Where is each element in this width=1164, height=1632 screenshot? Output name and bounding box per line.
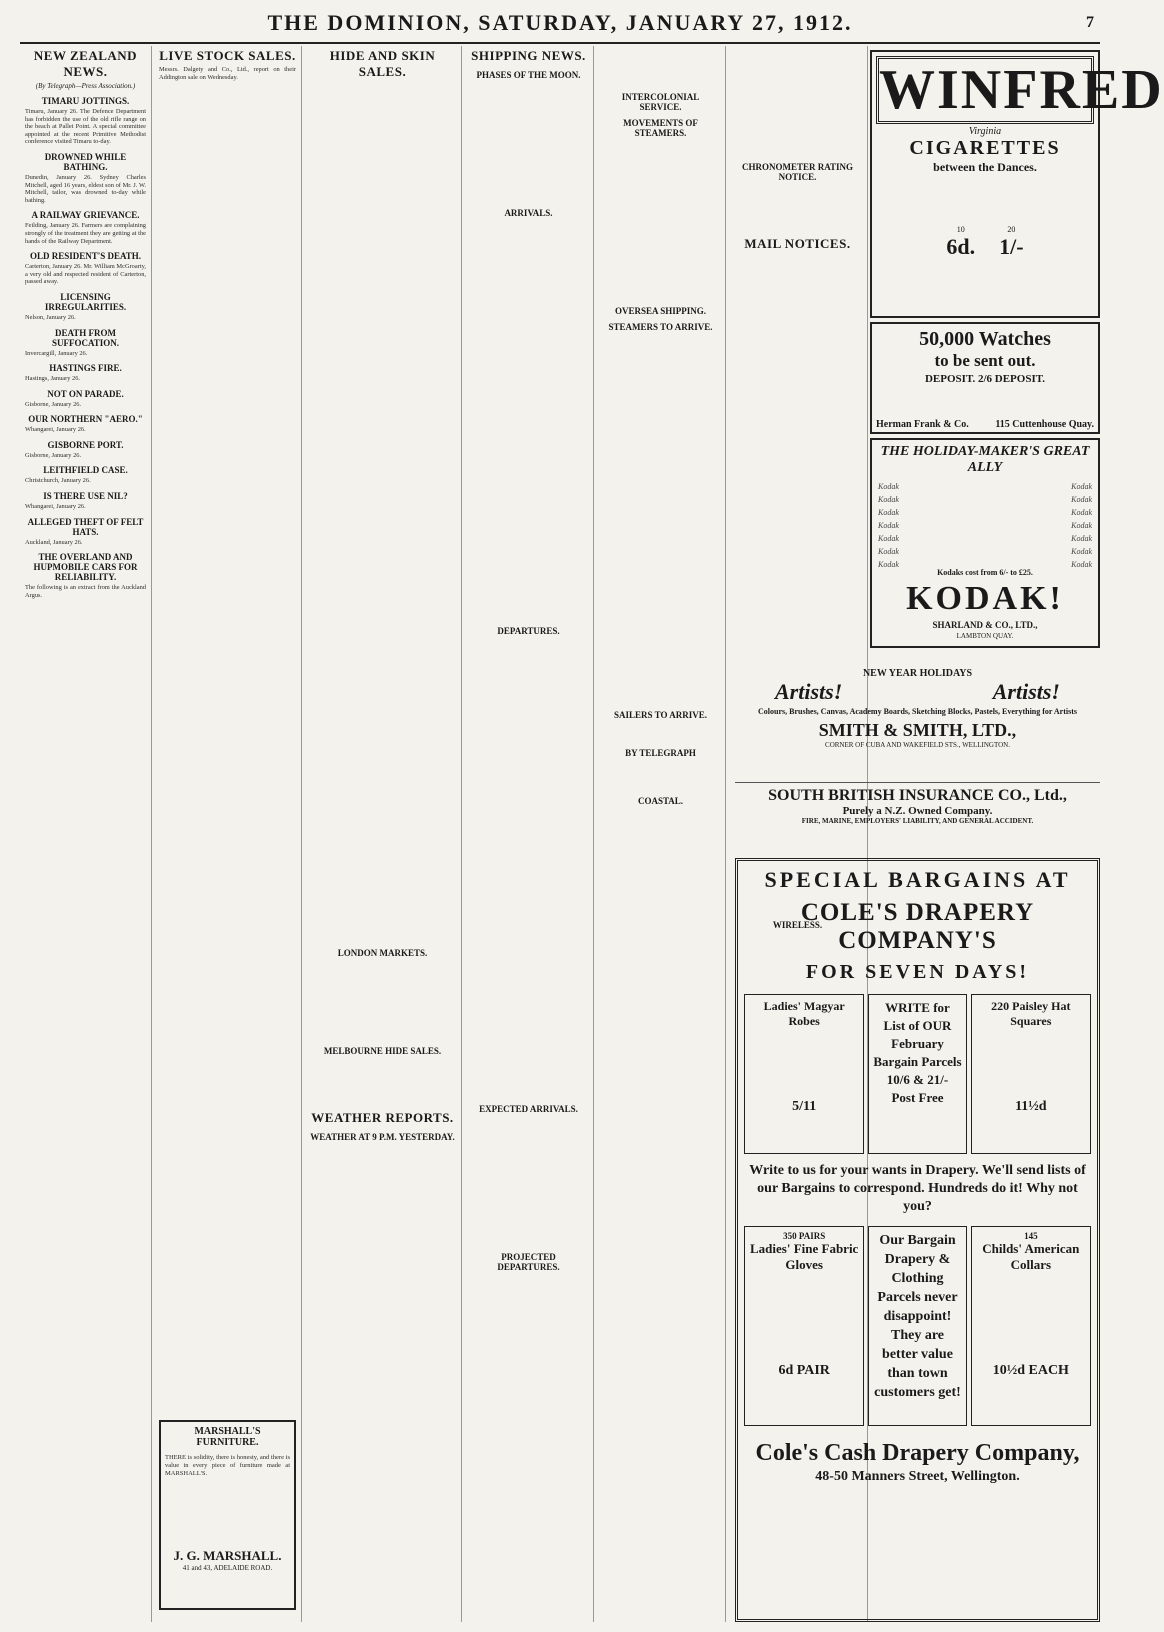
smith-artists-right: Artists! [992, 679, 1060, 704]
subsection-heading: LONDON MARKETS. [337, 948, 428, 958]
coles-banner-2: COLE'S DRAPERY COMPANY'S [800, 899, 1035, 954]
paisley-title: 220 Paisley Hat Squares [991, 999, 1071, 1028]
subsection-heading: PROJECTED DEPARTURES. [497, 1252, 560, 1272]
article-body: Feilding, January 26. Farmers are complaining strongly of the treatment they are getting at the hands of the Railway Department. [25, 222, 146, 245]
article-body: Christchurch, January 26. [25, 477, 91, 485]
article-heading: LICENSING IRREGULARITIES. [44, 291, 127, 312]
article-body: Carterton, January 26. Mr. William McGroarty, a very old and respected resident of Carterton, passed away. [25, 263, 146, 286]
article-body: Hastings, January 26. [25, 375, 81, 383]
gloves-box [744, 1226, 864, 1426]
winfred-cigarettes-ad [870, 50, 1164, 318]
article-body: Gisborne, January 26. [25, 400, 82, 408]
kodak-side-label: Kodak [878, 482, 899, 491]
right-ad-column [870, 46, 1164, 666]
insurance-ad [735, 782, 1100, 853]
watches-address: 115 Cuttenhouse Quay. [995, 419, 1094, 430]
column-new-zealand-news [20, 46, 152, 1622]
section-heading: SHIPPING NEWS. [471, 48, 586, 63]
article-body: Auckland, January 26. [25, 538, 83, 546]
article-heading: A RAILWAY GRIEVANCE. [31, 210, 140, 221]
section-heading: MAIL NOTICES. [744, 236, 851, 251]
insurance-tagline: Purely a N.Z. Owned Company. [842, 805, 993, 817]
ad-address: 41 and 43, ADELAIDE ROAD. [182, 1564, 273, 1572]
kodak-side-label: Kodak [1071, 547, 1092, 556]
subsection-heading: WEATHER AT 9 P.M. YESTERDAY. [310, 1132, 455, 1142]
winfred-subhead: between the Dances. [933, 160, 1037, 174]
section-source: (By Telegraph—Press Association.) [35, 82, 136, 90]
winfred-logo: WINFRED [876, 56, 1094, 124]
article-heading: LEITHFIELD CASE. [43, 465, 128, 476]
section-heading: WEATHER REPORTS. [311, 1110, 454, 1125]
winfred-headline: CIGARETTES [909, 137, 1061, 159]
subsection-heading: CHRONOMETER RATING NOTICE. [741, 162, 854, 182]
section-heading: HIDE AND SKIN SALES. [329, 48, 436, 79]
section-heading: NEW ZEALAND NEWS. [33, 48, 138, 79]
bargain-parcels-box: Our Bargain Drapery & Clothing Parcels never disappoint! They are better value than town customers get! [868, 1226, 966, 1426]
smith-smith-ad [735, 668, 1100, 780]
article-heading: HASTINGS FIRE. [49, 363, 122, 374]
article-body: Dunedin, January 26. Sydney Charles Mitchell, aged 16 years, eldest son of Mr. J. W. Mitchell, tailor, was drowned to-day while bathing. [25, 173, 146, 204]
kodak-side-label: Kodak [1071, 482, 1092, 491]
article-body: Whangarei, January 26. [25, 503, 86, 511]
kodak-brand: KODAK! [906, 580, 1064, 617]
paisley-price: 11½d [1015, 1099, 1047, 1114]
coles-footer-address: 48-50 Manners Street, Wellington. [815, 1469, 1020, 1484]
magyar-robes-box [744, 994, 864, 1154]
subsection-heading: OVERSEA SHIPPING. [614, 306, 707, 316]
kodak-side-label: Kodak [878, 508, 899, 517]
column-hide-skin [304, 46, 462, 1622]
subsection-heading: SAILERS TO ARRIVE. [614, 710, 707, 720]
coles-banner-1: SPECIAL BARGAINS AT [764, 867, 1071, 892]
smith-top: NEW YEAR HOLIDAYS [862, 668, 973, 679]
insurance-lines: FIRE, MARINE, EMPLOYERS' LIABILITY, AND GENERAL ACCIDENT. [801, 817, 1034, 825]
watches-subhead: to be sent out. [934, 351, 1036, 370]
winfred-type: Virginia [968, 126, 1002, 137]
kodak-side-label: Kodak [878, 521, 899, 530]
column-shipping-news [464, 46, 594, 1622]
kodak-agent: SHARLAND & CO., LTD., [932, 620, 1038, 630]
winfred-price-6d: 6d. [946, 234, 976, 259]
kodak-agent-address: LAMBTON QUAY. [956, 632, 1014, 640]
ad-text: THERE is solidity, there is honesty, and there is value in every piece of furniture made at MARSHALL'S. [165, 1454, 290, 1477]
article-body: Gisborne, January 26. [25, 451, 82, 459]
write-for-list-box: WRITE for List of OUR February Bargain Parcels 10/6 & 21/- Post Free [868, 994, 966, 1154]
magyar-price: 5/11 [792, 1099, 817, 1114]
subsection-heading: ARRIVALS. [504, 208, 553, 218]
ad-title: MARSHALL'S FURNITURE. [194, 1426, 261, 1448]
kodak-side-label: Kodak [878, 534, 899, 543]
article-heading: GISBORNE PORT. [47, 439, 124, 450]
subsection-heading: MOVEMENTS OF STEAMERS. [623, 118, 698, 138]
paisley-squares-box [971, 994, 1091, 1154]
smith-name: SMITH & SMITH, LTD., [818, 720, 1017, 740]
watches-seller: Herman Frank & Co. [876, 419, 969, 430]
coles-banner-3: FOR SEVEN DAYS! [805, 961, 1030, 983]
column-live-stock [154, 46, 302, 1622]
collars-title: Childs' American Collars [982, 1241, 1080, 1272]
kodak-side-label: Kodak [1071, 495, 1092, 504]
gloves-count: 350 PAIRS [783, 1231, 826, 1241]
column-shipping-continued [596, 46, 726, 1622]
kodak-side-label: Kodak [1071, 508, 1092, 517]
subsection-heading: BY TELEGRAPH [625, 748, 696, 758]
article-heading: OUR NORTHERN "AERO." [28, 414, 143, 425]
kodak-headline: THE HOLIDAY-MAKER'S GREAT ALLY [880, 444, 1090, 475]
smith-supplies: Colours, Brushes, Canvas, Academy Boards, Sketching Blocks, Pastels, Everything for Artists [758, 707, 1077, 716]
insurance-name: SOUTH BRITISH INSURANCE CO., Ltd., [768, 787, 1067, 804]
article-body: Messrs. Dalgety and Co., Ltd., report on their Addington sale on Wednesday. [159, 66, 296, 81]
subsection-heading: MELBOURNE HIDE SALES. [323, 1046, 442, 1056]
article-heading: IS THERE USE NIL? [43, 491, 128, 502]
subsection-heading: STEAMERS TO ARRIVE. [608, 322, 713, 332]
article-body: The following is an extract from the Auckland Argus. [25, 584, 146, 599]
section-heading: LIVE STOCK SALES. [159, 48, 296, 63]
subsection-heading: WIRELESS. [772, 920, 823, 930]
subsection-heading: PHASES OF THE MOON. [476, 70, 581, 80]
newspaper-title: THE DOMINION, SATURDAY, JANUARY 27, 1912. [267, 10, 853, 35]
write-to-us: Write to us for your wants in Drapery. We'll send lists of our Bargains to correspond. Hundreds do it! Why not you? [749, 1163, 1086, 1214]
marshall-furniture-ad [159, 1420, 296, 1610]
article-body: Invercargill, January 26. [25, 349, 88, 357]
kodak-ad [870, 438, 1100, 648]
gloves-title: Ladies' Fine Fabric Gloves [750, 1241, 859, 1272]
kodak-side-label: Kodak [878, 495, 899, 504]
magyar-title: Ladies' Magyar Robes [763, 999, 845, 1028]
masthead [20, 8, 1100, 44]
gloves-price: 6d PAIR [778, 1363, 830, 1378]
article-heading: OLD RESIDENT'S DEATH. [29, 251, 142, 262]
article-heading: NOT ON PARADE. [47, 388, 124, 399]
ad-name: J. G. MARSHALL. [173, 1548, 282, 1563]
watches-headline: 50,000 Watches [919, 328, 1051, 350]
winfred-count-20: 20 [1007, 225, 1016, 234]
smith-artists-left: Artists! [775, 679, 843, 704]
subsection-heading: COASTAL. [637, 796, 684, 806]
subsection-heading: EXPECTED ARRIVALS. [479, 1104, 578, 1114]
kodak-side-label: Kodak [878, 547, 899, 556]
collars-price: 10½d EACH [992, 1363, 1069, 1378]
article-heading: TIMARU JOTTINGS. [41, 96, 130, 106]
kodak-side-label: Kodak [878, 560, 899, 569]
page-number: 7 [1086, 14, 1094, 31]
smith-address: CORNER OF CUBA AND WAKEFIELD STS., WELLINGTON. [825, 741, 1010, 749]
coles-drapery-ad [735, 858, 1100, 1622]
article-body: Nelson, January 26. [25, 313, 76, 321]
coles-footer-name: Cole's Cash Drapery Company, [755, 1440, 1080, 1466]
subsection-heading: INTERCOLONIAL SERVICE. [621, 92, 700, 112]
article-heading: DROWNED WHILE BATHING. [44, 151, 127, 172]
article-heading: DEATH FROM SUFFOCATION. [51, 327, 120, 348]
subsection-heading: DEPARTURES. [497, 626, 560, 636]
kodak-price-line: Kodaks cost from 6/- to £25. [937, 568, 1033, 577]
collars-count: 145 [1024, 1231, 1038, 1241]
article-body: Whangarei, January 26. [25, 426, 86, 434]
article-body: Timaru, January 26. The Defence Department has forbidden the use of the old rifle range on the beach at Pallet Point. A special committee appointed at the recent Primitive Methodist conference visited Timaru to-day. [25, 108, 146, 146]
kodak-side-label: Kodak [1071, 521, 1092, 530]
winfred-price-1s: 1/- [999, 234, 1024, 259]
kodak-side-label: Kodak [1071, 560, 1092, 569]
watches-ad [870, 322, 1100, 434]
winfred-count-10: 10 [956, 225, 965, 234]
kodak-side-label: Kodak [1071, 534, 1092, 543]
collars-box [971, 1226, 1091, 1426]
article-heading: ALLEGED THEFT OF FELT HATS. [27, 516, 144, 537]
watches-deposit: DEPOSIT. 2/6 DEPOSIT. [924, 373, 1045, 385]
article-heading: THE OVERLAND AND HUPMOBILE CARS FOR RELIABILITY. [33, 552, 138, 583]
